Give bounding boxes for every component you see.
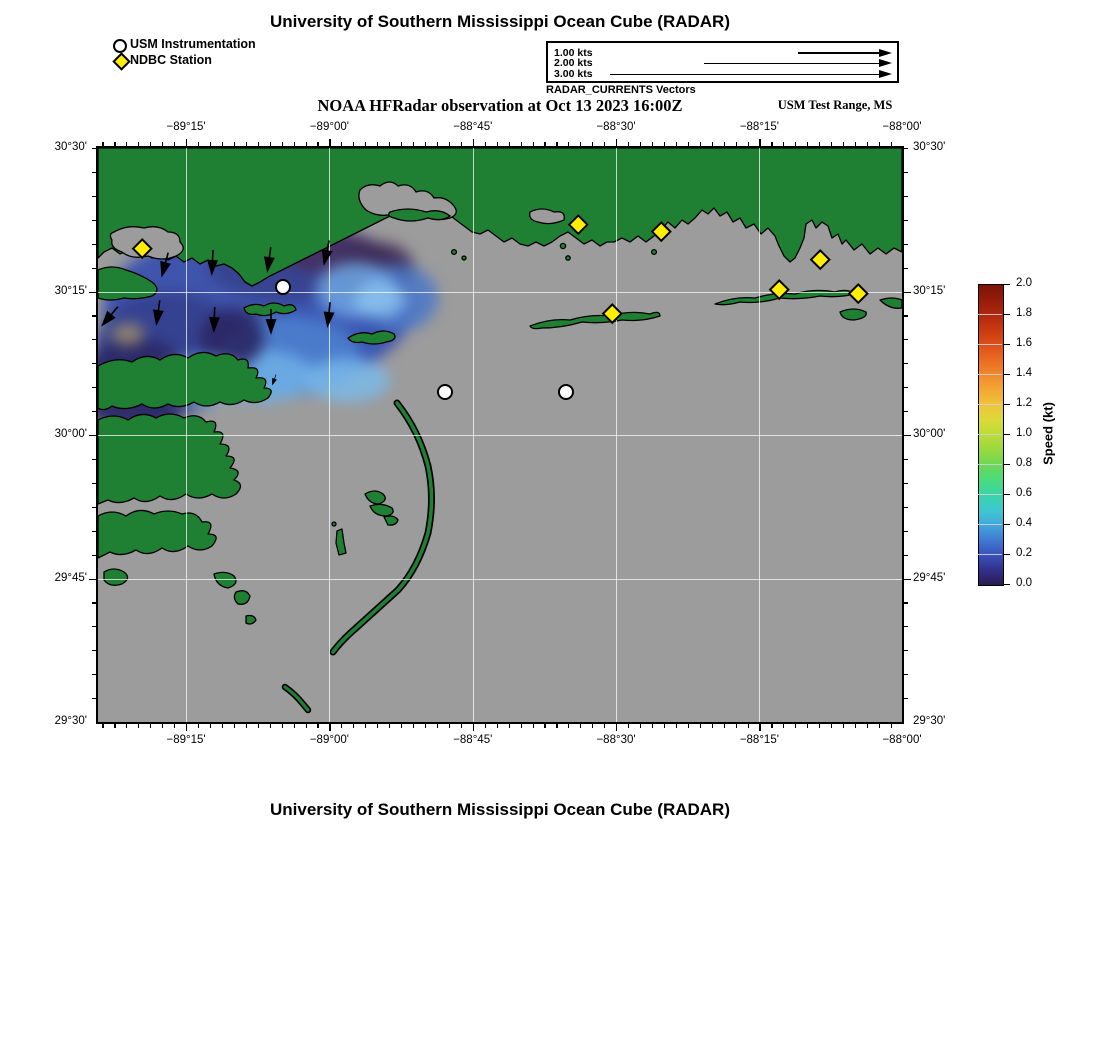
y-minor-tick — [904, 483, 908, 484]
x-minor-tick — [234, 724, 235, 728]
y-minor-tick — [92, 196, 96, 197]
vector-scale-line — [798, 52, 879, 54]
x-minor-tick — [150, 142, 151, 146]
x-minor-tick — [294, 142, 295, 146]
current-vector-arrow — [206, 250, 218, 277]
y-minor-tick — [92, 411, 96, 412]
x-axis-label-bottom: −89°15' — [166, 734, 206, 746]
y-minor-tick — [904, 507, 908, 508]
x-minor-tick — [640, 724, 641, 728]
x-minor-tick — [807, 724, 808, 728]
colorbar-title: Speed (kt) — [1040, 402, 1056, 465]
colorbar-tick — [1004, 314, 1010, 315]
y-axis-label-right: 30°30' — [913, 141, 946, 153]
x-minor-tick — [294, 724, 295, 728]
x-minor-tick — [114, 724, 115, 728]
y-minor-tick — [904, 363, 908, 364]
x-minor-tick — [867, 724, 868, 728]
x-minor-tick — [724, 724, 725, 728]
usm-instrumentation-marker — [275, 279, 291, 295]
y-axis-label-right: 29°30' — [913, 715, 946, 727]
speed-colorbar — [978, 284, 1004, 586]
x-minor-tick — [102, 724, 103, 728]
x-minor-tick — [437, 142, 438, 146]
colorbar-tick — [1004, 554, 1010, 555]
vector-scale-line — [610, 74, 879, 76]
colorbar-tick — [1004, 584, 1010, 585]
x-minor-tick — [568, 724, 569, 728]
usm-instrumentation-marker — [558, 384, 574, 400]
x-major-tick — [759, 139, 760, 146]
current-vectors — [98, 148, 902, 722]
x-minor-tick — [700, 724, 701, 728]
colorbar-tick — [1004, 524, 1010, 525]
x-minor-tick — [222, 724, 223, 728]
usm-instrumentation-icon — [113, 39, 127, 53]
y-minor-tick — [92, 220, 96, 221]
y-minor-tick — [904, 148, 908, 149]
x-minor-tick — [783, 142, 784, 146]
y-major-tick — [904, 292, 911, 293]
x-major-tick — [759, 724, 760, 731]
x-minor-tick — [855, 142, 856, 146]
x-minor-tick — [306, 142, 307, 146]
x-minor-tick — [748, 724, 749, 728]
y-minor-tick — [904, 555, 908, 556]
x-minor-tick — [353, 724, 354, 728]
x-minor-tick — [592, 724, 593, 728]
x-minor-tick — [449, 724, 450, 728]
x-minor-tick — [783, 724, 784, 728]
colorbar-tick-label: 1.4 — [1016, 367, 1032, 379]
current-vector-arrow — [318, 239, 334, 267]
y-minor-tick — [92, 555, 96, 556]
y-minor-tick — [904, 315, 908, 316]
x-axis-label-top: −88°45' — [453, 121, 493, 133]
x-minor-tick — [341, 142, 342, 146]
colorbar-tick-label: 1.8 — [1016, 307, 1032, 319]
legend-label-ndbc: NDBC Station — [130, 52, 212, 67]
vector-scale-legend — [546, 41, 899, 83]
x-minor-tick — [497, 142, 498, 146]
vector-scale-label: 3.00 kts — [554, 67, 593, 80]
x-minor-tick — [114, 142, 115, 146]
x-minor-tick — [509, 142, 510, 146]
x-minor-tick — [377, 142, 378, 146]
y-minor-tick — [92, 650, 96, 651]
y-axis-label-left: 29°30' — [54, 715, 87, 727]
y-minor-tick — [904, 268, 908, 269]
page-title-bottom: University of Southern Mississippi Ocean Cube (RADAR) — [269, 800, 730, 819]
x-minor-tick — [282, 142, 283, 146]
x-minor-tick — [879, 724, 880, 728]
x-minor-tick — [389, 142, 390, 146]
x-minor-tick — [795, 142, 796, 146]
x-minor-tick — [413, 142, 414, 146]
x-minor-tick — [891, 724, 892, 728]
y-minor-tick — [92, 339, 96, 340]
colorbar-gridline — [978, 524, 1002, 525]
y-minor-tick — [92, 172, 96, 173]
y-minor-tick — [904, 698, 908, 699]
legend-label-usm: USM Instrumentation — [130, 37, 256, 51]
y-minor-tick — [92, 531, 96, 532]
x-major-tick — [186, 724, 187, 731]
y-minor-tick — [904, 339, 908, 340]
x-minor-tick — [664, 724, 665, 728]
x-minor-tick — [628, 724, 629, 728]
y-minor-tick — [904, 411, 908, 412]
x-minor-tick — [246, 724, 247, 728]
y-axis-label-left: 29°45' — [54, 571, 87, 584]
colorbar-gridline — [978, 344, 1002, 345]
x-minor-tick — [401, 142, 402, 146]
x-minor-tick — [831, 142, 832, 146]
x-minor-tick — [628, 142, 629, 146]
x-minor-tick — [568, 142, 569, 146]
x-minor-tick — [174, 724, 175, 728]
x-minor-tick — [556, 142, 557, 146]
y-minor-tick — [904, 196, 908, 197]
y-minor-tick — [904, 459, 908, 460]
x-minor-tick — [640, 142, 641, 146]
colorbar-tick — [1004, 344, 1010, 345]
x-minor-tick — [425, 724, 426, 728]
map-area — [98, 148, 902, 722]
x-minor-tick — [831, 724, 832, 728]
y-major-tick — [89, 579, 96, 580]
x-minor-tick — [258, 142, 259, 146]
x-minor-tick — [437, 724, 438, 728]
y-minor-tick — [92, 387, 96, 388]
x-axis-label-bottom: −88°30' — [596, 734, 636, 746]
y-major-tick — [904, 579, 911, 580]
x-major-tick — [329, 724, 330, 731]
x-minor-tick — [604, 142, 605, 146]
y-major-tick — [89, 292, 96, 293]
x-minor-tick — [461, 142, 462, 146]
x-minor-tick — [497, 724, 498, 728]
x-minor-tick — [270, 724, 271, 728]
x-minor-tick — [771, 142, 772, 146]
colorbar-gridline — [978, 464, 1002, 465]
y-minor-tick — [92, 602, 96, 603]
y-minor-tick — [904, 220, 908, 221]
colorbar-tick-label: 0.4 — [1016, 517, 1032, 529]
x-axis-label-top: −88°00' — [882, 121, 922, 133]
x-axis-label-bottom: −88°15' — [739, 734, 779, 746]
colorbar-gridline — [978, 314, 1002, 315]
x-minor-tick — [353, 142, 354, 146]
x-minor-tick — [533, 142, 534, 146]
y-minor-tick — [92, 674, 96, 675]
x-minor-tick — [652, 142, 653, 146]
x-axis-label-bottom: −88°45' — [453, 734, 493, 746]
x-minor-tick — [377, 724, 378, 728]
x-minor-tick — [126, 142, 127, 146]
x-minor-tick — [317, 724, 318, 728]
x-axis-label-top: −89°15' — [166, 121, 206, 133]
x-minor-tick — [150, 724, 151, 728]
x-minor-tick — [807, 142, 808, 146]
colorbar-tick — [1004, 284, 1010, 285]
colorbar-tick-label: 1.6 — [1016, 337, 1032, 349]
x-minor-tick — [258, 724, 259, 728]
colorbar-tick-label: 0.6 — [1016, 487, 1032, 499]
colorbar-tick-label: 2.0 — [1016, 277, 1032, 289]
x-minor-tick — [604, 724, 605, 728]
x-minor-tick — [879, 142, 880, 146]
x-minor-tick — [365, 142, 366, 146]
x-major-tick — [616, 139, 617, 146]
y-axis-label-left: 30°30' — [54, 141, 87, 153]
vector-scale-arrowhead-icon — [879, 70, 892, 78]
colorbar-tick — [1004, 374, 1010, 375]
y-minor-tick — [92, 244, 96, 245]
range-title: USM Test Range, MS — [777, 98, 893, 112]
x-minor-tick — [771, 724, 772, 728]
x-minor-tick — [748, 142, 749, 146]
colorbar-gridline — [978, 404, 1002, 405]
ndbc-station-icon — [112, 52, 130, 70]
x-minor-tick — [270, 142, 271, 146]
x-minor-tick — [521, 142, 522, 146]
x-minor-tick — [485, 142, 486, 146]
vector-scale-arrowhead-icon — [879, 49, 892, 57]
current-vector-arrow — [208, 307, 220, 333]
colorbar-gridline — [978, 374, 1002, 375]
x-minor-tick — [425, 142, 426, 146]
x-major-tick — [186, 139, 187, 146]
x-minor-tick — [210, 724, 211, 728]
x-minor-tick — [389, 724, 390, 728]
x-minor-tick — [282, 724, 283, 728]
x-minor-tick — [413, 724, 414, 728]
vector-scale-label: 1.00 kts — [554, 46, 593, 59]
x-axis-label-top: −88°15' — [739, 121, 779, 133]
y-minor-tick — [904, 602, 908, 603]
colorbar-gridline — [978, 554, 1002, 555]
x-minor-tick — [592, 142, 593, 146]
vector-scale-label: 2.00 kts — [554, 57, 593, 70]
x-minor-tick — [210, 142, 211, 146]
y-minor-tick — [92, 626, 96, 627]
y-minor-tick — [904, 626, 908, 627]
current-vector-arrow — [322, 302, 336, 329]
y-major-tick — [89, 435, 96, 436]
x-axis-label-bottom: −88°00' — [882, 734, 922, 746]
colorbar-tick — [1004, 494, 1010, 495]
x-minor-tick — [843, 142, 844, 146]
colorbar-tick-label: 1.2 — [1016, 397, 1032, 409]
x-minor-tick — [676, 142, 677, 146]
x-minor-tick — [234, 142, 235, 146]
x-minor-tick — [712, 724, 713, 728]
x-minor-tick — [341, 724, 342, 728]
x-minor-tick — [688, 724, 689, 728]
y-minor-tick — [92, 148, 96, 149]
x-minor-tick — [556, 724, 557, 728]
y-axis-label-right: 30°15' — [913, 284, 946, 297]
y-major-tick — [904, 435, 911, 436]
x-minor-tick — [544, 724, 545, 728]
x-axis-label-top: −88°30' — [596, 121, 636, 133]
x-minor-tick — [676, 724, 677, 728]
x-axis-label-bottom: −89°00' — [309, 734, 349, 746]
y-minor-tick — [904, 531, 908, 532]
x-minor-tick — [198, 142, 199, 146]
y-minor-tick — [92, 459, 96, 460]
x-minor-tick — [102, 142, 103, 146]
y-minor-tick — [904, 650, 908, 651]
current-vector-arrow — [262, 246, 277, 273]
x-minor-tick — [521, 724, 522, 728]
x-minor-tick — [795, 724, 796, 728]
y-minor-tick — [92, 268, 96, 269]
colorbar-tick-label: 1.0 — [1016, 427, 1032, 439]
x-axis-label-top: −89°00' — [309, 121, 349, 133]
colorbar-tick-label: 0.2 — [1016, 547, 1032, 559]
colorbar-tick — [1004, 464, 1010, 465]
current-vector-arrow — [270, 374, 279, 387]
y-axis-label-right: 29°45' — [913, 571, 946, 584]
x-minor-tick — [138, 724, 139, 728]
x-minor-tick — [461, 724, 462, 728]
y-minor-tick — [92, 483, 96, 484]
observation-title: NOAA HFRadar observation at Oct 13 2023 16:00Z — [317, 96, 683, 115]
x-minor-tick — [162, 724, 163, 728]
x-minor-tick — [580, 724, 581, 728]
current-vector-arrow — [156, 251, 173, 279]
y-axis-label-left: 30°00' — [54, 428, 87, 440]
colorbar-gridline — [978, 434, 1002, 435]
x-major-tick — [329, 139, 330, 146]
x-minor-tick — [162, 142, 163, 146]
x-minor-tick — [126, 724, 127, 728]
y-minor-tick — [92, 507, 96, 508]
x-minor-tick — [544, 142, 545, 146]
x-minor-tick — [819, 142, 820, 146]
x-minor-tick — [306, 724, 307, 728]
usm-instrumentation-marker — [437, 384, 453, 400]
y-minor-tick — [92, 315, 96, 316]
y-axis-label-left: 30°15' — [54, 284, 87, 297]
x-minor-tick — [700, 142, 701, 146]
x-minor-tick — [652, 724, 653, 728]
x-minor-tick — [509, 724, 510, 728]
y-minor-tick — [904, 387, 908, 388]
y-minor-tick — [92, 698, 96, 699]
x-minor-tick — [724, 142, 725, 146]
x-major-tick — [616, 724, 617, 731]
vector-scale-line — [704, 63, 879, 65]
x-minor-tick — [867, 142, 868, 146]
x-minor-tick — [138, 142, 139, 146]
y-minor-tick — [904, 172, 908, 173]
x-major-tick — [473, 724, 474, 731]
vector-legend-caption: RADAR_CURRENTS Vectors — [546, 84, 696, 96]
current-vector-arrow — [266, 309, 277, 335]
x-minor-tick — [174, 142, 175, 146]
x-minor-tick — [401, 724, 402, 728]
x-minor-tick — [819, 724, 820, 728]
x-minor-tick — [855, 724, 856, 728]
x-minor-tick — [736, 724, 737, 728]
x-minor-tick — [198, 724, 199, 728]
x-minor-tick — [449, 142, 450, 146]
colorbar-tick-label: 0.8 — [1016, 457, 1032, 469]
colorbar-tick — [1004, 434, 1010, 435]
current-vector-arrow — [98, 303, 122, 330]
colorbar-tick-label: 0.0 — [1016, 577, 1032, 589]
x-minor-tick — [485, 724, 486, 728]
vector-scale-arrowhead-icon — [879, 59, 892, 67]
x-minor-tick — [580, 142, 581, 146]
colorbar-gridline — [978, 494, 1002, 495]
x-major-tick — [473, 139, 474, 146]
x-minor-tick — [688, 142, 689, 146]
page-title-top: University of Southern Mississippi Ocean Cube (RADAR) — [269, 12, 730, 31]
x-minor-tick — [317, 142, 318, 146]
x-minor-tick — [891, 142, 892, 146]
x-minor-tick — [365, 724, 366, 728]
y-minor-tick — [92, 363, 96, 364]
x-minor-tick — [222, 142, 223, 146]
y-axis-label-right: 30°00' — [913, 428, 946, 440]
x-minor-tick — [736, 142, 737, 146]
colorbar-tick — [1004, 404, 1010, 405]
x-minor-tick — [664, 142, 665, 146]
x-minor-tick — [843, 724, 844, 728]
current-vector-arrow — [151, 299, 166, 326]
y-minor-tick — [904, 244, 908, 245]
x-minor-tick — [533, 724, 534, 728]
x-minor-tick — [246, 142, 247, 146]
y-minor-tick — [904, 674, 908, 675]
x-minor-tick — [712, 142, 713, 146]
